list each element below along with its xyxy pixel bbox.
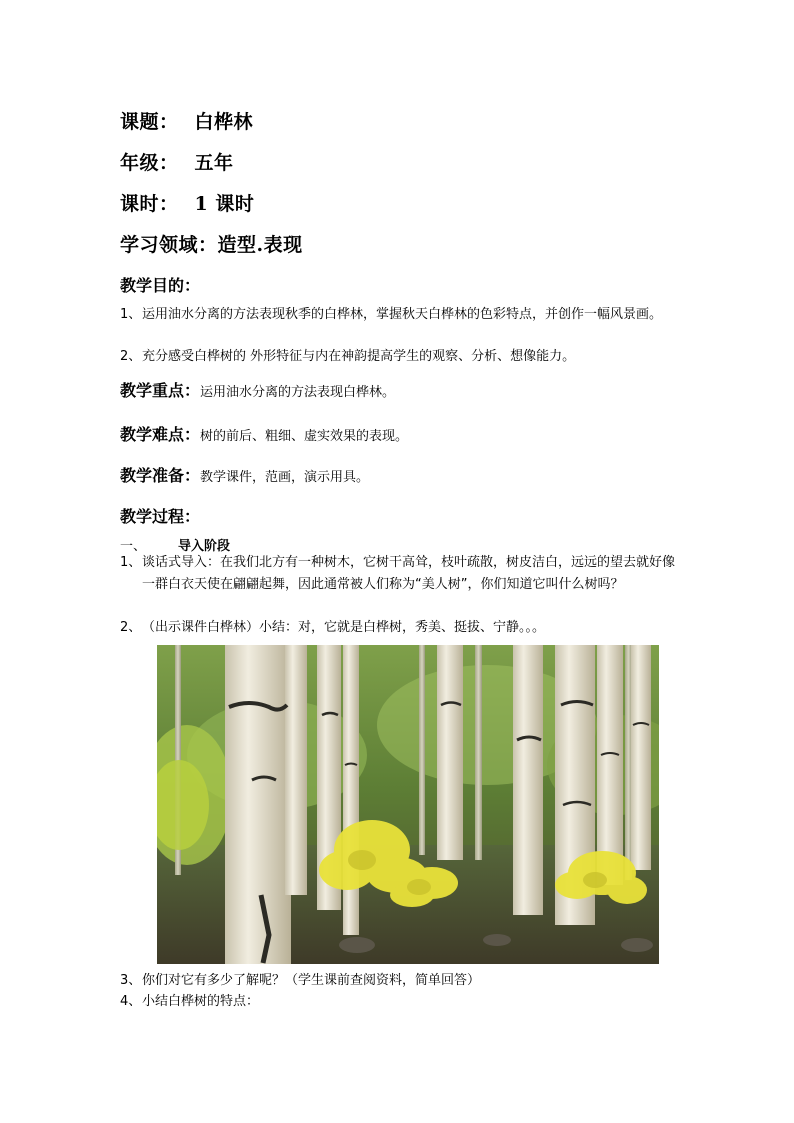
topic-value: 白桦林 [194,111,254,133]
period-label: 课时： [120,193,179,215]
step-text: 谈话式导入：在我们北方有一种树木，它树干高耸，枝叶疏散，树皮洁白，远远的望去就好像一群白衣天使在翩翩起舞，因此通常被人们称为“美人树”，你们知道它叫什么树吗？ [142,555,676,592]
domain-label: 学习领域： [120,234,218,256]
section-num: 一、 [120,539,147,554]
difficulty-label: 教学难点： [120,425,201,444]
grade-value: 五年 [194,152,234,174]
step-text: 小结白桦树的特点： [142,994,260,1009]
section-title: 导入阶段 [178,539,231,554]
key-point-line [120,378,395,401]
goal-item-1 [120,304,680,326]
goal-item-num: 1、 [120,307,142,322]
preparation-label: 教学准备： [120,466,201,485]
step-num: 2、 [120,620,142,635]
grade-label: 年级： [120,152,179,174]
domain-value: 造型.表现 [217,234,303,256]
step-num: 3、 [120,973,142,988]
grade-line [120,148,234,175]
difficulty-text: 树的前后、粗细、虚实效果的表现。 [200,429,409,444]
preparation-line [120,463,369,486]
period-line [120,189,254,216]
step-num: 4、 [120,994,142,1009]
goal-item-text: 充分感受白桦树的 外形特征与内在神韵提高学生的观察、分析、想像能力。 [142,349,576,364]
goal-item-2 [120,346,680,368]
step-text: （出示课件白桦林）小结：对，它就是白桦树，秀美、挺拔、宁静。。。 [142,620,546,635]
goals-title: 教学目的： [120,276,201,295]
domain-line [120,230,303,257]
topic-label: 课题： [120,111,179,133]
step-text: 你们对它有多少了解呢？（学生课前查阅资料，简单回答） [142,973,481,988]
process-step-3 [120,970,680,992]
key-point-label: 教学重点： [120,381,201,400]
difficulty-line [120,422,408,445]
preparation-text: 教学课件，范画，演示用具。 [200,470,370,485]
topic-line [120,107,253,134]
birch-forest-photo [157,645,659,964]
process-step-2 [120,617,680,639]
process-step-1 [120,552,680,596]
step-num: 1、 [120,555,142,570]
process-step-4 [120,991,680,1013]
key-point-text: 运用油水分离的方法表现白桦林。 [200,385,396,400]
process-title: 教学过程： [120,507,201,526]
period-value: 1 课时 [194,193,255,215]
goal-item-num: 2、 [120,349,142,364]
goal-item-text: 运用油水分离的方法表现秋季的白桦林，掌握秋天白桦林的色彩特点，并创作一幅风景画。 [142,307,663,322]
birch-forest-illustration [157,645,659,964]
